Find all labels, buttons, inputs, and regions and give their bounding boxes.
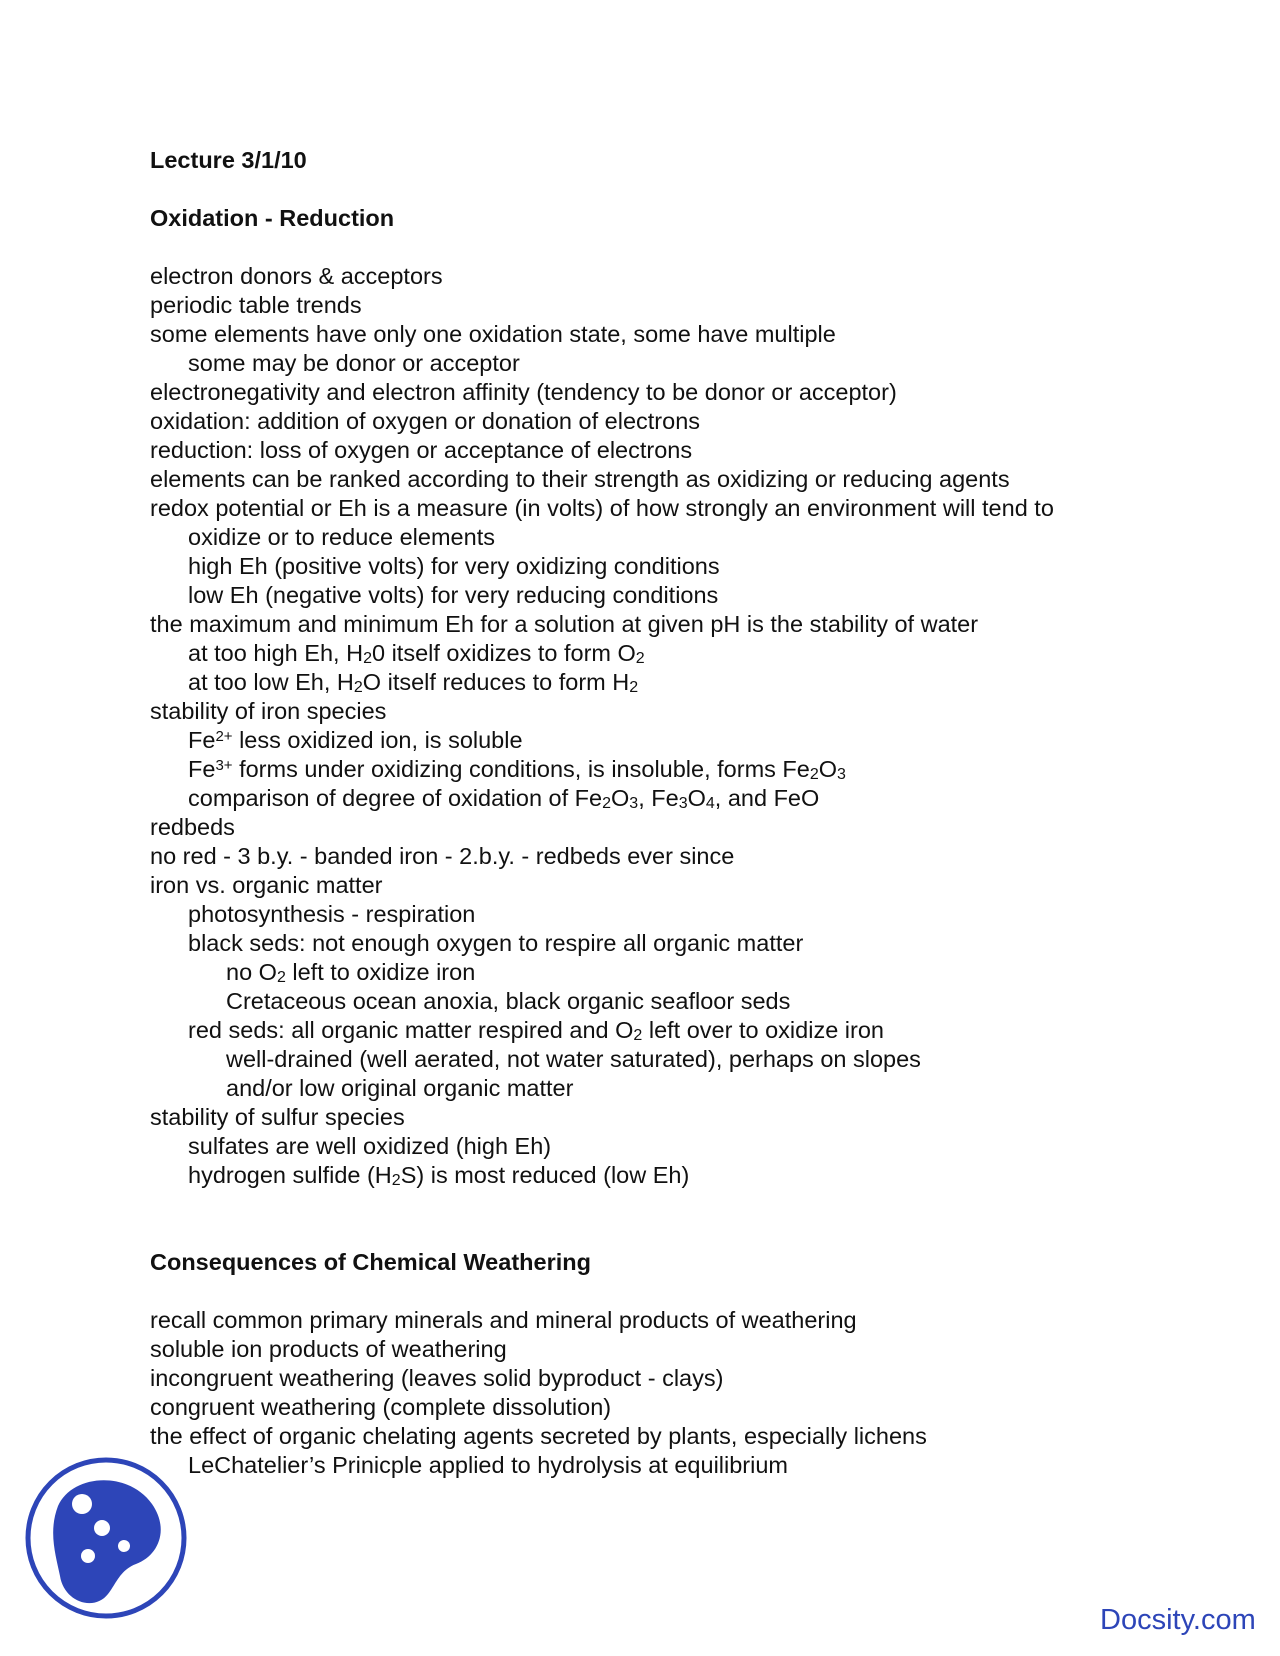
- note-line: electronegativity and electron affinity (tendency to be donor or acceptor): [150, 379, 897, 405]
- note-line: well-drained (well aerated, not water saturated), perhaps on slopes: [226, 1046, 921, 1072]
- note-line: hydrogen sulfide $(H_2S)$ is most reduced (low Eh): [188, 1162, 690, 1189]
- docsity-logo-icon: [20, 1452, 192, 1624]
- note-line: sulfates are well oxidized (high Eh): [188, 1133, 552, 1159]
- note-line: the effect of organic chelating agents secreted by plants, especially lichens: [150, 1423, 927, 1449]
- note-line: $Fe^{3+}$ forms under oxidizing conditions, is insoluble, forms $Fe_2O_3$: [188, 756, 846, 783]
- note-line: the maximum and minimum Eh for a solution at given pH is the stability of water: [150, 611, 979, 637]
- note-line: and/or low original organic matter: [226, 1075, 574, 1101]
- note-line: oxidize or to reduce elements: [188, 524, 495, 550]
- lecture-title: Lecture 3/1/10: [150, 147, 307, 173]
- document-body: [150, 146, 1250, 1480]
- note-line: black seds: not enough oxygen to respire all organic matter: [188, 930, 804, 956]
- note-line: Cretaceous ocean anoxia, black organic seafloor seds: [226, 988, 791, 1014]
- note-line: red seds: all organic matter respired and $O_2$ left over to oxidize iron: [188, 1017, 884, 1044]
- note-line: stability of sulfur species: [150, 1104, 405, 1130]
- note-line: at too high Eh, $H_20$ itself oxidizes to form $O_2$: [188, 640, 645, 667]
- note-line: iron vs. organic matter: [150, 872, 383, 898]
- note-line: LeChatelier’s Prinicple applied to hydrolysis at equilibrium: [188, 1452, 788, 1478]
- note-line: oxidation: addition of oxygen or donation of electrons: [150, 408, 701, 434]
- note-line: reduction: loss of oxygen or acceptance of electrons: [150, 437, 693, 463]
- note-line: incongruent weathering (leaves solid byproduct - clays): [150, 1365, 724, 1391]
- note-line: soluble ion products of weathering: [150, 1336, 507, 1362]
- section-heading-chemical-weathering: Consequences of Chemical Weathering: [150, 1249, 591, 1275]
- note-line: redbeds: [150, 814, 235, 840]
- note-line: stability of iron species: [150, 698, 387, 724]
- note-line: some may be donor or acceptor: [188, 350, 520, 376]
- note-line: redox potential or Eh is a measure (in volts) of how strongly an environment will tend to: [150, 495, 1054, 521]
- note-line: recall common primary minerals and mineral products of weathering: [150, 1307, 857, 1333]
- note-line: periodic table trends: [150, 292, 362, 318]
- note-line: electron donors & acceptors: [150, 263, 443, 289]
- note-line: no red - 3 b.y. - banded iron - 2.b.y. - redbeds ever since: [150, 843, 735, 869]
- note-line: no $O_2$ left to oxidize iron: [226, 959, 476, 986]
- note-line: low Eh (negative volts) for very reducing conditions: [188, 582, 719, 608]
- note-line: some elements have only one oxidation state, some have multiple: [150, 321, 836, 347]
- docsity-brand[interactable]: Docsity.com: [1100, 1604, 1256, 1636]
- note-line: congruent weathering (complete dissolution): [150, 1394, 612, 1420]
- note-line: comparison of degree of oxidation of $Fe_2O_3$, $Fe_3O_4$, and FeO: [188, 785, 820, 812]
- note-line: $Fe^{2+}$ less oxidized ion, is soluble: [188, 727, 523, 753]
- note-line: photosynthesis - respiration: [188, 901, 476, 927]
- section-heading-oxidation-reduction: Oxidation - Reduction: [150, 205, 395, 231]
- note-line: elements can be ranked according to their strength as oxidizing or reducing agents: [150, 466, 1010, 492]
- note-line: at too low Eh, $H_2O$ itself reduces to form $H_2$: [188, 669, 639, 696]
- note-line: high Eh (positive volts) for very oxidizing conditions: [188, 553, 720, 579]
